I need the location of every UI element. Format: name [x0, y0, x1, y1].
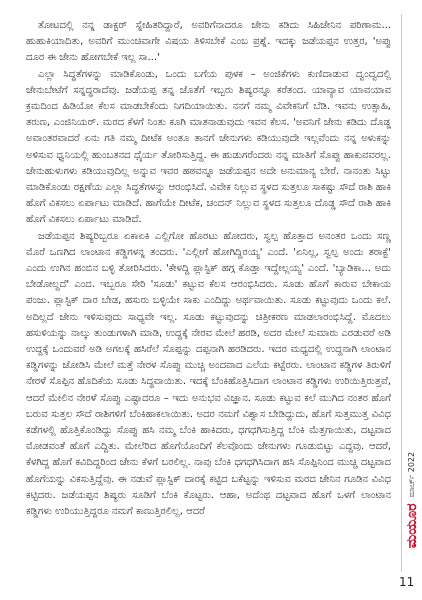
- issue-date: ಮಾರ್ಚ್ 2022: [407, 451, 416, 498]
- running-head: [402, 420, 422, 580]
- paragraph-3: ಜಡೆಯಪ್ಪನ ಶಿಷ್ಯರಿಬ್ಬರೂ ಏಕಾಏಕಿ ಎಲ್ಲಿಗೋ ಹೊರಟು ಹೋದರು, ಸ್ವಲ್ಪ ಹೊತ್ತಾದ ಅನಂತರ ಒಂದು ಸಣ್ಣ ಮೊರೆ ಒಣಗಿದ ಲಾಂಟಾನ ಕಡ್ಡಿಗಳನ್ನ ತಂದರು. 'ಎಲ್ಲೀಗೆ ಹೋಗಿದ್ದಿರಯ್ಯ' ಎಂದೆ. 'ಏನಿಲ್ಲ, ಸ್ವಲ್ಪ ಅಂದು ತರಾಕ್ಟೆ' ಎಂದು ಉಗಿನ ಹಂಬಿನ ಬಳ್ಳಿ ತೋರಿಸಿದರು. 'ಕೇಳದ್ದಿ ಪ್ಲಾಸ್ಟಿಕ್ ಹಗ್ಗ ಕೊಡ್ತಾ ಇದ್ದೇಲ್ಲಯ್ಯ' ಎಂದೆ. 'ಬ್ಯಾಡಿಕಾ... ಅದು ಬೇಡೋಲ್ದದೆ' ಎಂದ. ಇಬ್ಬರೂ ಸೇರಿ 'ಸೂಡು' ಕಟ್ಟುವ ಕೆಲಸ ಆರಂಭಿಸಿದರು. ಸೂಡು ಹೊಗೆ ಕಾರುವ ಬೇಕಾಯ ಪಂಜು. ಪ್ಲಾಸ್ಟಿಕ್ ದಾರ ಬೇಡ, ಹಸುರು ಬಳ್ಳಿಯೇ ಸಾಕು ಎಂದಿದ್ದು ಅರ್ಥವಾಯಿತು. ಸೂಡು ಕಟ್ಟುವುದು ಒಂದು ಕಲೆ. ಅದಿಲ್ಲದೆ ಜೇನು ಇಳಿಸುವುದು ಸಾಧ್ಯವೇ ಇಲ್ಲ. ಸೂಡು ಕಟ್ಟುವುದನ್ನು ಚಿತ್ರೀಕರಣ ಮಾಡಲಾರಂಭಿಸಿದ್ದೆ. ಮೊದಲು ಹಸುಳಿಯನ್ನು ನಾಲ್ಕು ತುಂಡುಗಳಾಗಿ ಮಾಡಿ, ಉದ್ದಕ್ಕೆ ನೇರವ ಮೇಲೆ ಹರಡಿ, ಅದರ ಮೇಲೆ ಸುಮಾರು ಎರಡುವರೆ ಅಡಿ ಉದ್ದಕ್ಕೆ ಒಂದುವರೆ ಅಡಿ ಅಗಲಕ್ಕೆ ಹಸಿರೆಲೆ ಸೊಪ್ಪನ್ನು ದಪ್ಪನಾಗಿ ಹರಡಿದರು. ಇದರ ಮಧ್ಯದಲ್ಲಿ ಉದ್ದನಾಗಿ ಲಾಂಟಾನ ಕಡ್ಡಿಗಳನ್ನು ಜೋಡಿಸಿ ಮೇಲೆ ಮತ್ತೆ ನೇರಳ ಸೊಪ್ಪು ಮುಚ್ಚಿ ಅಂದವಾದ ಎಲೆಯ ಕಟ್ಟೆರರು. ಲಾಂಟಾನ ಕಡ್ಡಿಗಳ ತಿರುಳಿಗೆ ನೇರಳೆ ಸೊಪ್ಪಿನ ಹೊದಿಕೆಯ ಸೂಡು ಸಿದ್ಧವಾಯಿತು. ಇದಕ್ಕೆ ಬೆಂಕಿಹೊತ್ತಿಸಿದಾಗ ಲಾಂಟಾನ ಕಡ್ಡಿಗಳು ಉರಿಯಿತ್ತಿರುತ್ತವೆ, ಆದರೆ ಮೇಲಿನ ನೇರಳೆ ಸೊಪ್ಪು ಎಷ್ಟಾದರೂ – ಇದು ಅನುಭವ ವಿಜ್ಞಾನ. ಸೂಡು ಕಟ್ಟುವ ಕಲೆ ಮುಗಿದ ನಂತರ ಹೊಗೆ ಬರುವ ಸುತ್ತಲ ಸೌದೆ ರಾಶಿಗಳಿಗೆ ಬೆಂಕಿಹಾಕಲಾಯಿತು. ಅದರ ನಮಗೆ ವಿಶ್ವಾಸ ಬೇಡಿದ್ದುದು, ಹೊಗೆ ಸುತ್ತಮುತ್ತ ವಿವಿಧ ಕಡೆಗಳಲ್ಲಿ ಹೊತ್ತಿಕೊಂಡಿದ್ದು ಸೊಪ್ಪು ಹಸಿ ನಮ್ಮ ಬೆಂಕಿ ಹಾಕಿದರು, ಧಗಧಗಿಸುತ್ತಿದ್ದ ಬೆಂಕಿ ಮೆತ್ತಗಾಯಿತು, ದಟ್ಟವಾದ ಮೋಡವಂತೆ ಹೊಗೆ ಎದ್ದಿತು. ಮೇಲೆರಿದ ಹೊಗೆಯೊಂದಿಗೆ ಕೆಲವೊಂದು ಜೇನುಗಳು ಗೂಡುಬಿಟ್ಟು ಎದ್ದವು. ಆದರೆ, ಕೆಳಗಿದ್ದ ಹೊಗೆ ಕವಿದಿದ್ದರಿಂದ ಜೇನು ಕೆಳಗೆ ಬರಲಿಲ್ಲ. ನಾವು ಬೆಂಕಿ ಧಗಧಗಿಸಿದಾಗ ಹಸಿ ಸೊಪ್ಪಿನಿಂದ ಮುಚ್ಚಿ ದಟ್ಟವಾದ ಹೊಗೆಯನ್ನು ವಿಕಸುತ್ತಿದ್ದೆವು. ಈ ನಡುವೆ ಪ್ಲಾಸ್ಟಿಕ್ ದಾರಕ್ಕೆ ಕಟ್ಟಿದ ಬಕೆಟ್ಟನ್ನು ಇಳಿಸುವ ಮರದ ಜೇನಿನ ಗೂಡಿನ ವಿವಿಧ ಕಟ್ಟಿದರು. ಜಡೆಯಪ್ಪನ ಶಿಷ್ಯರು ಸೂಡಿಗೆ ಬೆಂಕಿ ಕೊಟ್ಟರು. ಆಹಾ, ಅದೆಂಥ ದಟ್ಟವಾದ ಹೊಗೆ ಒಳಗೆ ಲಾಂಟಾನ ಕಡ್ಡಿಗಳು ಉರಿಯುತ್ತಿದ್ದರೂ ನಮಗೆ ಕಾಣುತ್ತಿರಲಿಲ್ಲ, ಆದರೆ: [26, 230, 391, 518]
- paragraph-1: ತೋಟದಲ್ಲಿ ನನ್ನ ಡಾಕ್ಟರ್ ಸ್ನೇಹಿತರಿದ್ದಾರೆ, ಅವರಿಗೆನಾದರೂ ಜೇನು ಕಡಿದು ಸಿಹಿಜೇನಿನ ಪರಿಣಾಮ... ಹುಹುಕಿಯಾದಿತು, ಅವರಿಗೆ ಮುಂಚಿವಾಗೇ ವಿಷಯ ತಿಳಿಸಬೇಕೆ ಎಂಬ ಪ್ರಶ್ನೆ. ಇದಕ್ಕು ಜಡೆಯಪ್ಪನ ಉತ್ತರ, 'ಅಪ್ಪು ದೂರ ಈ ಜೇನು ಹೋಗಬೇಕೆ ಇಲ್ಲ ಸಾ...': [26, 20, 391, 64]
- page-number: 11: [399, 575, 415, 589]
- article-body: [26, 18, 391, 520]
- paragraph-2: ಎಲ್ಲಾ ಸಿದ್ಧತೆಗಳನ್ನು ಮಾಡಿಕೊಂಡು, ಒಂದು ಬಗೆಯ ಪುಳಕ – ಅಂಜಿಕೆಗಳು ಕುಣಿದಾಡುವ ದ್ವಂದ್ವದಲ್ಲಿ ಜೇನುಬೇಟೆಗೆ ಸನ್ನದ್ಧರಾದೆವು. ಜಡೆಯಪ್ಪ ತನ್ನ ಜೊತೆಗೆ ಇಬ್ಬರು ಶಿಷ್ಯರನ್ನೂ ಕರೆತಂದ. ಯಾವ್ಯಾವ ಯಾವಯಾವ ಕ್ರಮದಿಂದ ಹಿಡಿಯೋ ಕೆಲಸ ಮಾಡಬೇಕೆಂದು ನಿಗದಿಯಾಯಿತು. ನನಗೆ ನಮ್ಮ ವಿವೇಕನಿಗೆ ಬೆಡಿ. ಇವನು ಉತ್ಸಾಹಿ, ತರುಣ, ಎಂಜಿನಿಯರ್. ಮರದ ಕೆಳಗೆ ನಿಂತು ಕೂಗಿ ಮಾತನಾಡುವುದು ಇವನ ಕೆಲಸ. 'ಅವನಿಗೆ ಜೇನು ಕಡಿದು ದೊಡ್ಡ ಅವಾಂತರವಾದರೆ ಏನು ಗತಿ ನಮ್ಮ ದೀಟೆಕ ಅಂತೂ ತಾನಗೆ ಜೇನುಗಳು ಕಡಿಯುವುದೇ ಇಲ್ಲವೆಂದು ನನ್ನ ಅಳುಕನ್ನು ಅಳಿಸುವ ಧ್ವನಿಯಲ್ಲಿ ಹುಂಬತನದ ಧೈರ್ಯ ತೋರಿಸುತ್ತಿದ್ದ. ಈ ಹುಡುಗರೆಂದರು ನನ್ನ ಮಾತಿಗೆ ಸೊಪ್ಪು ಹಾಕುವವರಲ್ಲ. ಜೇನುಹುಳುಗಳು ಕಡಿಯುವುದಿಲ್ಲ ಅನ್ನುವ ಇವರ ಹಠವನ್ನೂ ಜಡೆಯಪ್ಪನ ಅದೇ ಅನುಮಾನ್ಯ ಬೇರೆ. ನಾನಂತು ಸಿಟ್ಟು ಮಾಡಿಕೊಂಡು ರಕ್ಷಣೆಯ ಎಲ್ಲಾ ಸಿದ್ಧತೆಗಳನ್ನು ಆರಂಭಿಸಿದೆ. ವಿವೇಕ ನಿಲ್ಲುವ ಸ್ಥಳದ ಸುತ್ತಲೂ ಸಾಕಷ್ಟು ಸೌದೆ ರಾಶಿ ಹಾಕಿ ಹೊಗೆ ವಿಕಸಲು ಏರ್ಪಾಟು ಮಾಡಿದೆ. ಹಾಗೆಯೇ ದೀಟೆಕ, ಚಂದನ್ ನಿಲ್ಲುವ ಸ್ಥಳದ ಸುತ್ತಲೂ ದೊಡ್ಡ ಸೌದೆ ರಾಶಿ ಹಾಕಿ ಹೊಗೆ ವಿಕಸಲು ಏರ್ಪಾಟು ಮಾಡಿದೆ.: [26, 68, 391, 226]
- magazine-name: ಮಯೂರ: [404, 503, 420, 549]
